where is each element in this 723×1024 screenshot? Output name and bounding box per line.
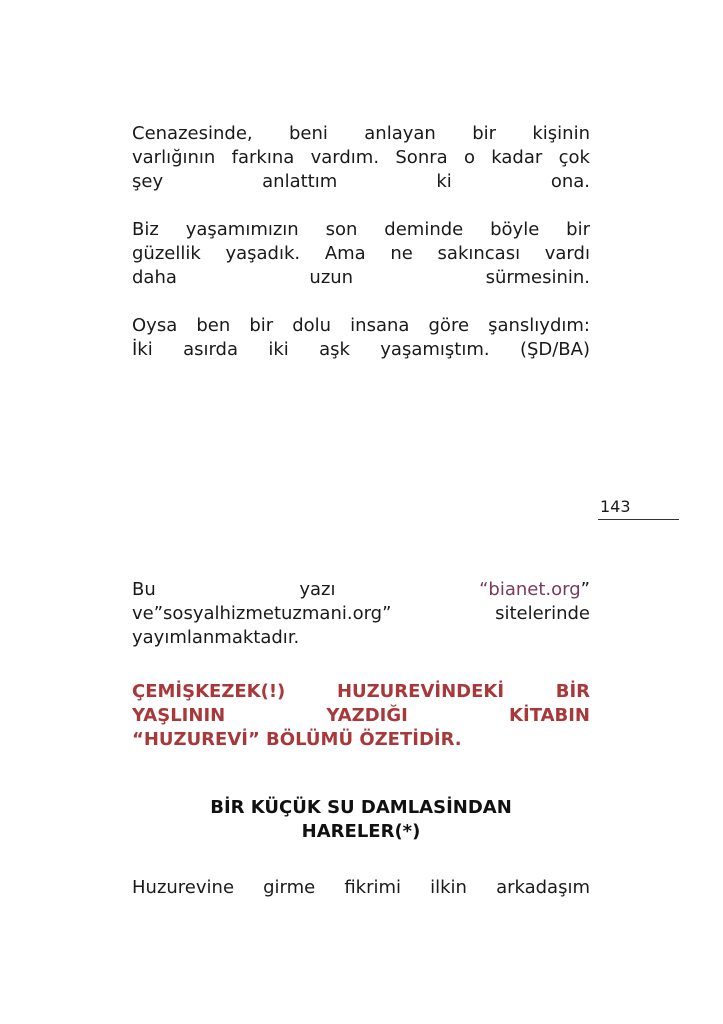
word: Biz [132,219,159,240]
word: dolu [292,315,332,336]
paragraph2-line3 [132,266,590,290]
word: sürmesinin. [485,267,590,288]
word: HUZUREVİNDEKİ [336,681,505,702]
section-heading-line3: “HUZUREVİ” BÖLÜMÜ ÖZETİDİR. [132,729,462,750]
word: yazı [299,579,336,600]
word: son [325,219,358,240]
word: insana [350,315,410,336]
paragraph2-line2 [132,242,590,266]
paragraph3-line1 [132,314,590,338]
paragraph1-line3 [132,170,590,194]
word: BİR [555,681,590,702]
story-title-line1: BİR KÜÇÜK SU DAMLASİNDAN [210,797,512,818]
word: güzellik [132,243,201,264]
paragraph1-line2 [132,146,590,170]
word: farkına [231,147,295,168]
source-note-line2 [132,602,590,626]
paragraph1-line1 [132,122,590,146]
word: anlattım [262,171,338,192]
close-quote: ” [580,579,590,600]
word: fikrimi [344,877,402,898]
page-number: 143 [600,497,631,516]
word: şey [132,171,164,192]
word: girme [263,877,316,898]
word: ilkin [430,877,467,898]
word: anlayan [364,123,436,144]
source-note-line3 [132,626,590,650]
word: ki [436,171,452,192]
page-number-rule [598,519,679,520]
word: arkadaşım [496,877,590,898]
word: uzun [309,267,354,288]
word: göre [428,315,470,336]
word: (ŞD/BA) [519,339,590,360]
word: bir [472,123,497,144]
word: Ama [324,243,366,264]
word: aşk [319,339,350,360]
word: YAŞLININ [132,705,226,726]
word: deminde [384,219,464,240]
word: bir [249,315,274,336]
closing-line [132,876,590,900]
word: böyle [490,219,540,240]
word: yayımlanmaktadır. [132,627,300,648]
word: Cenazesinde, [132,123,253,144]
word: yaşamımızın [185,219,299,240]
word: daha [132,267,177,288]
word: çok [558,147,590,168]
word: ve”sosyalhizmetuzmani.org” [132,603,392,624]
word: kadar [491,147,543,168]
paragraph2-line1 [132,218,590,242]
word: ona. [550,171,590,192]
word: Oysa [132,315,178,336]
open-quote: “ [479,579,489,600]
bianet-link-text: bianet.org [488,579,581,600]
bianet-link[interactable] [479,578,590,602]
word: beni [288,123,328,144]
word: ÇEMİŞKEZEK(!) [132,681,286,702]
word: ben [196,315,231,336]
word: Sonra [395,147,448,168]
word: asırda [183,339,239,360]
word: o [463,147,475,168]
word: Bu [132,579,156,600]
source-note-line1 [132,578,590,602]
word: İki [132,339,153,360]
word: Huzurevine [132,877,235,898]
word: ne [390,243,413,264]
word: yaşadık. [225,243,301,264]
word: yaşamıştım. [380,339,490,360]
word: varlığının [132,147,216,168]
word: vardım. [310,147,380,168]
word: iki [268,339,289,360]
word: vardı [544,243,590,264]
word: YAZDIĞI [326,705,408,726]
word: KİTABIN [509,705,590,726]
word: sakıncası [437,243,521,264]
word: sitelerinde [495,603,590,624]
word: bir [566,219,590,240]
word: kişinin [532,123,590,144]
paragraph3-line2 [132,338,590,362]
section-heading-line2 [132,704,590,728]
word: şanslıydım: [488,315,590,336]
section-heading-line1 [132,680,590,704]
story-title-line2: HARELER(*) [301,821,421,842]
